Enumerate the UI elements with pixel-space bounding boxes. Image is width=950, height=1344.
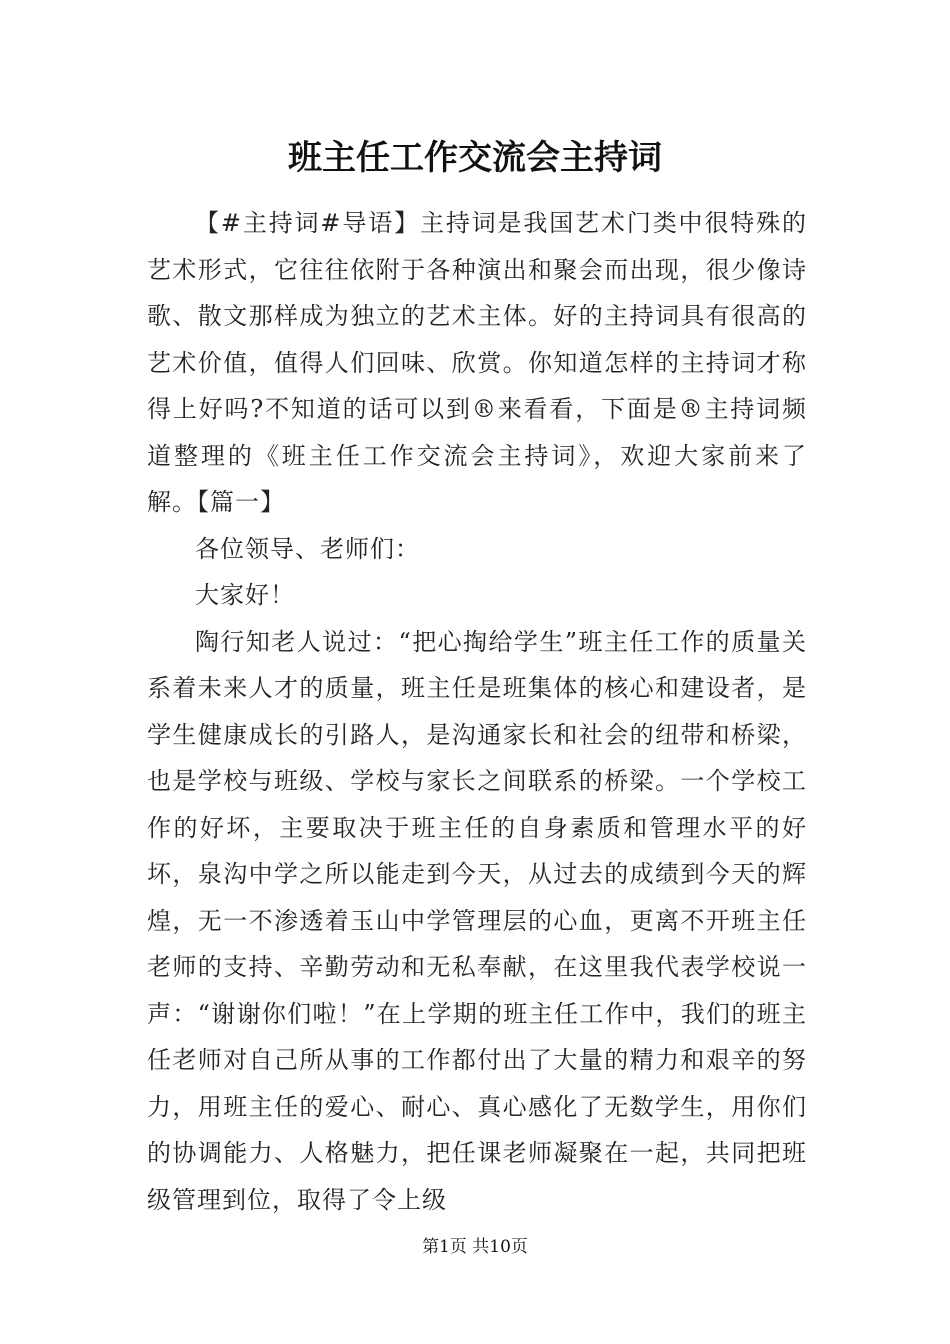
- document-body: [147, 200, 807, 1223]
- document-title: 班主任工作交流会主持词: [288, 138, 662, 178]
- page-number-footer: 第1页 共10页: [422, 1237, 528, 1257]
- paragraph-intro: 【#主持词#导语】主持词是我国艺术门类中很特殊的艺术形式，它往往依附于各种演出和聚会而出现，很少像诗歌、散文那样成为独立的艺术主体。好的主持词具有很高的艺术价值，值得人们回味、欣赏。你知道怎样的主持词才称得上好吗?不知道的话可以到®来看看，下面是®主持词频道整理的《班主任工作交流会主持词》，欢迎大家前来了解。【篇一】: [147, 209, 807, 516]
- paragraph-salutation: 各位领导、老师们：: [195, 534, 420, 563]
- paragraph-main: 陶行知老人说过：“把心掏给学生”班主任工作的质量关系着未来人才的质量，班主任是班集体的核心和建设者，是学生健康成长的引路人，是沟通家长和社会的纽带和桥梁，也是学校与班级、学校与家长之间联系的桥梁。一个学校工作的好坏，主要取决于班主任的自身素质和管理水平的好坏，泉沟中学之所以能走到今天，从过去的成绩到今天的辉煌，无一不渗透着玉山中学管理层的心血，更离不开班主任老师的支持、辛勤劳动和无私奉献，在这里我代表学校说一声：“谢谢你们啦！”在上学期的班主任工作中，我们的班主任老师对自己所从事的工作都付出了大量的精力和艰辛的努力，用班主任的爱心、耐心、真心感化了无数学生，用你们的协调能力、人格魅力，把任课老师凝聚在一起，共同把班级管理到位，取得了令上级: [147, 627, 807, 1214]
- paragraph-greeting: 大家好！: [195, 581, 295, 609]
